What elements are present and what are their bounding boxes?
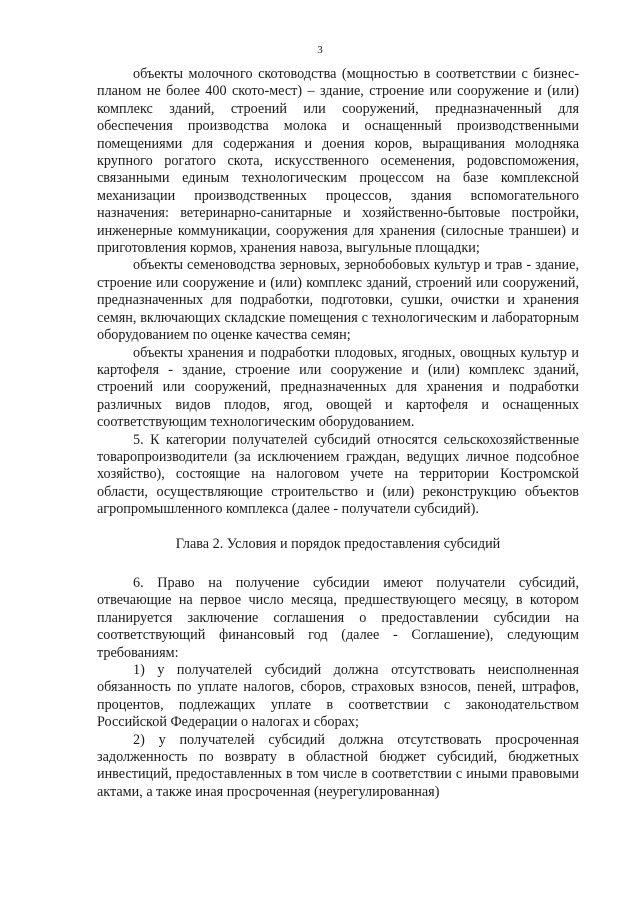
paragraph-storage-facilities: объекты хранения и подработки плодовых, ягодных, овощных культур и картофеля - здание, строение или сооружение и (или) комплекс зданий, строений или сооружений, предназначенных для хранения и подработки различных видов плодов, ягод, овощей и картофеля и оснащенных соответствующим технологическим оборудованием. (97, 344, 579, 431)
paragraph-seed-facilities: объекты семеноводства зерновых, зернобобовых культур и трав - здание, строение или сооружение и (или) комплекс зданий, строений или сооружений, предназначенных для подработки, подготовки, сушки, очистки и хранения семян, включающих складские помещения с технологическим и лабораторным оборудованием по оценке качества семян; (97, 257, 579, 344)
page-body (97, 66, 579, 801)
paragraph-item-5: 5. К категории получателей субсидий относятся сельскохозяйственные товаропроизводители (за исключением граждан, ведущих личное подсобное хозяйство), состоящие на налоговом учете на территории Костромской области, осуществляющие строительство и (или) реконструкцию объектов агропромышленного комплекса (далее - получатели субсидий). (97, 431, 579, 518)
paragraph-subitem-2: 2) у получателей субсидий должна отсутствовать просроченная задолженность по возврату в областной бюджет субсидий, бюджетных инвестиций, предоставленных в том числе в соответствии с иными правовыми актами, а также иная просроченная (неурегулированная) (97, 731, 579, 800)
paragraph-item-6: 6. Право на получение субсидии имеют получатели субсидий, отвечающие на первое число месяца, предшествующего месяцу, в котором планируется заключение соглашения о предоставлении субсидии на соответствующий финансовый год (далее - Соглашение), следующим требованиям: (97, 574, 579, 661)
chapter-heading: Глава 2. Условия и порядок предоставления субсидий (175, 535, 501, 552)
page-number: 3 (317, 44, 323, 56)
paragraph-dairy-facilities: объекты молочного скотоводства (мощностью в соответствии с бизнес-планом не более 400 ското-мест) – здание, строение или сооружение и (или) комплекс зданий, строений или сооружений, предназначенный для обеспечения производства молока и оснащенный производственными помещениями для содержания и доения коров, выращивания молодняка крупного рогатого скота, искусственного осеменения, родовспоможения, связанными единым технологическим процессом на базе комплексной механизации производственных процессов, здания вспомогательного назначения: ветеринарно-санитарные и хозяйственно-бытовые постройки, инженерные коммуникации, сооружения для хранения (силосные траншеи) и приготовления кормов, хранения навоза, выгульные площадки; (97, 66, 579, 257)
paragraph-subitem-1: 1) у получателей субсидий должна отсутствовать неисполненная обязанность по уплате налогов, сборов, страховых взносов, пеней, штрафов, процентов, подлежащих уплате в соответствии с законодательством Российской Федерации о налогах и сборах; (97, 662, 579, 731)
